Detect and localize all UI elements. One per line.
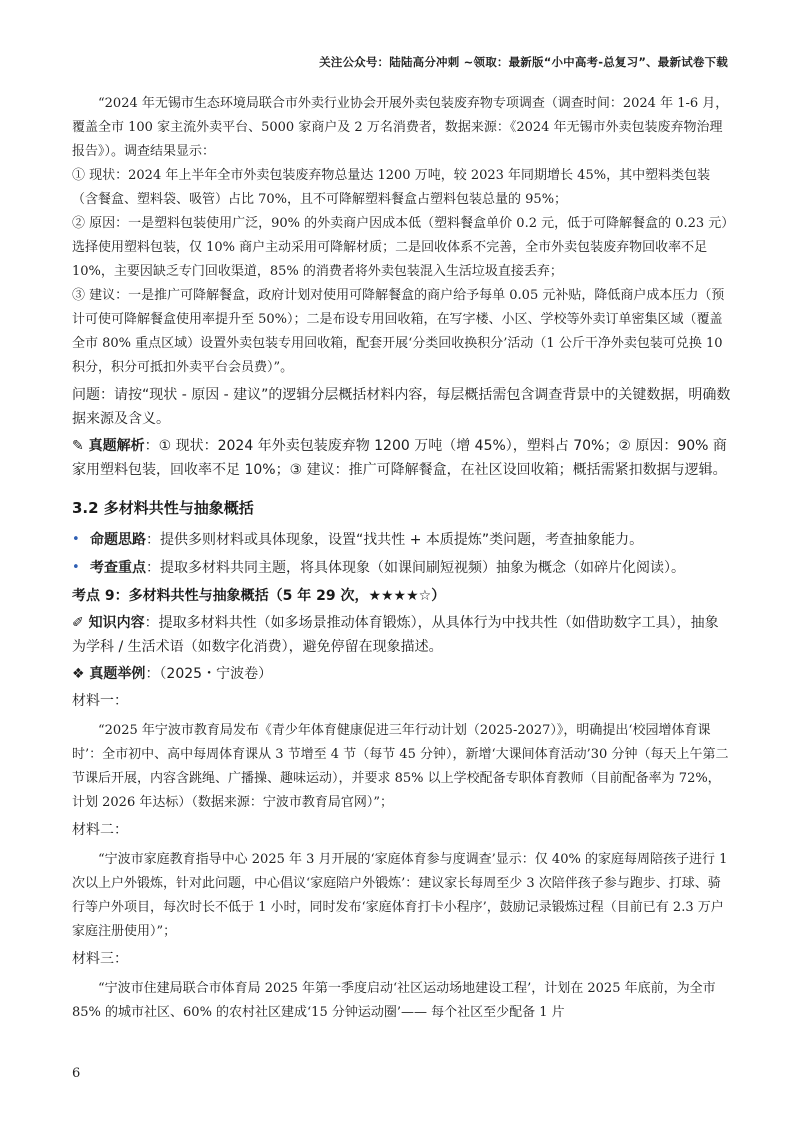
material-text: “宁波市家庭教育指导中心 2025 年 3 月开展的‘家庭体育参与度调查’显示：仅 40% 的家庭每周陪孩子进行 1 次以上户外锻炼，针对此问题，中心倡议‘家庭陪户外锻炼’：建议家长每周至少 3 次陪伴孩子参与跑步、打球、骑行等户外项目，每次时长不低于 1 小时，同时发布‘家庭体育打卡小程序’，鼓励记录锻炼过程（目前已有 2.3 万户家庭注册使用）”； [72,852,728,939]
example-text: ：（2025・宁波卷） [145,666,273,682]
page-number: 6 [72,1066,81,1081]
bullet-label: 考查重点 [90,560,146,576]
knowledge-label: ✐ 知识内容 [72,615,145,631]
survey-item-cause: ② 原因：一是塑料包装使用广泛，90% 的外卖商户因成本低（塑料餐盒单价 0.2 元，低于可降解餐盒的 0.23 元）选择使用塑料包装，仅 10% 商户主动采用可降解材质；二是回收体系不完善，全市外卖包装废弃物回收率不足 10%，主要因缺乏专门回收渠道，85% 的消费者将外卖包装混入生活垃圾直接丢弃； [72,216,728,279]
analysis-text: ：① 现状：2024 年外卖包装废弃物 1200 万吨（增 45%），塑料占 70%；② 原因：90% 商家用塑料包装，回收率不足 10%；③ 建议：推广可降解餐盒，在社区设回收箱；概括需紧扣数据与逻辑。 [72,438,727,478]
example-label: ❖ 真题举例 [72,666,146,682]
bullet-text: ：提取多材料共同主题，将具体现象（如课间刷短视频）抽象为概念（如碎片化阅读）。 [146,560,685,576]
knowledge-text: ：提取多材料共性（如多场景推动体育锻炼），从具体行为中找共性（如借助数字工具），抽象为学科 / 生活术语（如数字化消费），避免停留在现象描述。 [72,615,719,655]
bullet-item [72,528,732,552]
material-label: 材料二： [72,822,128,838]
section-title: 3.2 多材料共性与抽象概括 [72,499,254,517]
bullet-text: ：提供多则材料或具体现象，设置“找共性 + 本质提炼”类问题，考查抽象能力。 [146,532,644,548]
knowledge-paragraph [72,611,732,659]
page-content [72,92,732,1025]
keypoint-title: 考点 9：多材料共性与抽象概括（5 年 29 次，★★★★☆） [72,588,446,604]
bullet-dot-icon: • [72,560,80,575]
material-text: “宁波市住建局联合市体育局 2025 年第一季度启动‘社区运动场地建设工程’，计划在 2025 年底前，为全市 85% 的城市社区、60% 的农村社区建成‘15 分钟运动圈’—— 每个社区至少配备 1 片 [72,981,716,1020]
survey-intro: “2024 年无锡市生态环境局联合市外卖行业协会开展外卖包装废弃物专项调查（调查时间：2024 年 1-6 月，覆盖全市 100 家主流外卖平台、5000 家商户及 2 万名消费者，数据来源：《2024 年无锡市外卖包装废弃物治理报告》）。调查结果显示： [72,96,729,159]
example-paragraph [72,662,732,686]
material-text: “2025 年宁波市教育局发布《青少年体育健康促进三年行动计划（2025-2027）》，明确提出‘校园增体育课时’：全市初中、高中每周体育课从 3 节增至 4 节（每节 45 分钟），新增‘大课间体育活动’30 分钟（每天上午第二节课后开展，内容含跳绳、广播操、趣味运动），并要求 85% 以上学校配备专职体育教师（目前配备率为 72%，计划 2026 年达标）（数据来源：宁波市教育局官网）”； [72,723,729,810]
material-label: 材料三： [72,951,128,967]
survey-item-suggestion: ③ 建议：一是推广可降解餐盒，政府计划对使用可降解餐盒的商户给予每单 0.05 元补贴，降低商户成本压力（预计可使可降解餐盒使用率提升至 50%）；二是布设专用回收箱，在写字楼、小区、学校等外卖订单密集区域（覆盖全市 80% 重点区域）设置外卖包装专用回收箱，配套开展‘分类回收换积分’活动（1 公斤干净外卖包装可兑换 10 积分，积分可抵扣外卖平台会员费）”。 [72,288,725,375]
analysis-label: ✎ 真题解析 [72,438,145,454]
page-header: 关注公众号：陆陆高分冲刺 ~领取：最新版“小中高考-总复习”、最新试卷下载 [319,55,728,69]
analysis-paragraph [72,434,732,482]
bullet-item [72,556,732,580]
bullet-dot-icon: • [72,532,80,547]
survey-item-status: ① 现状：2024 年上半年全市外卖包装废弃物总量达 1200 万吨，较 2023 年同期增长 45%，其中塑料类包装（含餐盒、塑料袋、吸管）占比 70%，且不可降解塑料餐盒占塑料包装总量的 95%； [72,168,711,207]
material-label: 材料一： [72,693,128,709]
question-text: 问题：请按“现状 - 原因 - 建议”的逻辑分层概括材料内容，每层概括需包含调查背景中的关键数据，明确数据来源及含义。 [72,387,731,427]
bullet-label: 命题思路 [90,532,146,548]
